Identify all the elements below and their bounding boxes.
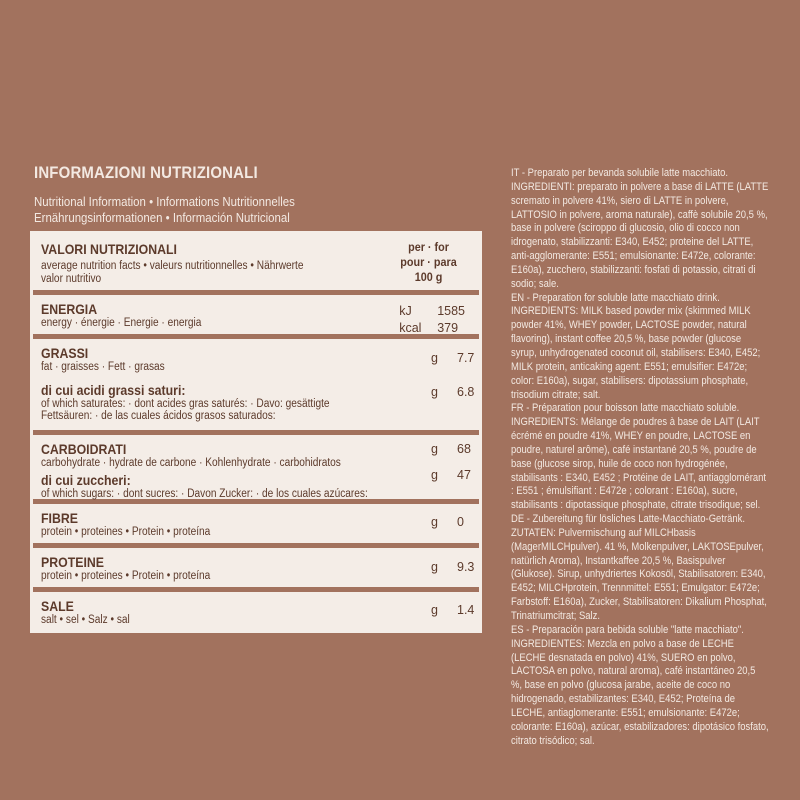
sub-nutrient-translations: of which sugars: · dont sucres: · Davon Zucker: · de los cuales azúcares: <box>41 487 368 500</box>
value: 1.4 <box>457 603 475 617</box>
nutrient-row-salt <box>33 592 479 630</box>
unit: g <box>431 385 438 399</box>
nutrient-translations: carbohydrate · hydrate de carbone · Kohlenhydrate · carbohidratos <box>41 457 341 469</box>
sub-nutrient-name: di cui acidi grassi saturi: <box>41 381 186 398</box>
nutrient-name: ENERGIA <box>41 301 98 317</box>
ingredients-es: ES - Preparación para bebida soluble "latte macchiato". INGREDIENTES: Mezcla en polvo a base de LECHE (LECHE desnatada en polvo) 41%, SUERO en polvo, LACTOSA en polvo, natural aroma), café instantáneo 20,5 %, base en polvo (glucosa jarabe, aceite de coco no hidrogenado, estabilizantes: E340, E452; Proteína de LECHE, antiaglomerante: E551; emulsionante: E472e; colorante: E160a), azúcar, estabilizadores: dipotásico fosfato, citrato trisódico; sal. <box>511 623 769 747</box>
nutrient-name: FIBRE <box>41 510 78 526</box>
nutrient-row-fat <box>33 339 479 430</box>
subtitle-line: Nutritional Information • Informations Nutritionnelles <box>34 194 295 209</box>
unit: kcal <box>399 321 422 335</box>
nutrient-translations: protein • proteines • Protein • proteína <box>41 570 211 582</box>
per-100g-header <box>388 240 469 285</box>
unit: g <box>431 515 438 529</box>
unit: g <box>431 603 438 617</box>
value: 68 <box>457 442 471 456</box>
header-sub-line: valor nutritivo <box>41 272 102 285</box>
sub-nutrient-translations: of which saturates: · dont acides gras saturés: · Davo: gesättigte Fettsäuren: · de las cuales ácidos grasos saturados: <box>41 397 330 422</box>
header-title: VALORI NUTRIZIONALI <box>41 241 177 257</box>
nutrient-translations: salt • sel • Salz • sal <box>41 614 130 626</box>
unit: g <box>431 442 438 456</box>
ingredients-de: DE - Zubereitung für lösliches Latte-Macchiato-Getränk. ZUTATEN: Pulvermischung auf MILCHbasis (MagerMILCHpulver). 41 %, Molkenpulver, LAKTOSEpulver, natürlich Aroma), Instantkaffee 20,5 %, Basispulver (Glukose). Sirup, unhydriertes Kokosöl, Stabilisatoren: E340, E452; MILCHprotein, Trennmittel: E551; Emulgator: E472e; Farbstoff: E160a), Zucker, Stabilisatoren: Dikalium Phosphat, Trinatriumcitrat; Salz. <box>511 513 767 622</box>
per-line: pour · para <box>400 255 457 269</box>
nutrient-translations: fat · graisses · Fett · grasas <box>41 361 165 373</box>
per-line: per · for <box>408 240 449 254</box>
table-header-row <box>33 234 479 290</box>
value: 379 <box>437 321 459 335</box>
nutrient-name: GRASSI <box>41 345 89 361</box>
page-title: INFORMAZIONI NUTRIZIONALI <box>34 163 258 182</box>
ingredients-fr: FR - Préparation pour boisson latte macchiato soluble. INGREDIENTS: Mélange de poudres à base de LAIT (LAIT écrémé en poudre 41%, WHEY en poudre, LACTOSE en poudre, naturel arôme), café instantané 20,5 %, poudre de base (glucose sirop, huile de coco non hydrogénée, stabilisants : E340, E452 ; Protéine de LAIT, antiagglomérant : E551 ; émulsifiant : E472e ; colorant : E160a), sucre, stabilisants : dipotassique phosphate, citrate trisodique; sel. <box>511 402 767 512</box>
ingredients-en: EN - Preparation for soluble latte macchiato drink. INGREDIENTS: MILK based powder mix (skimmed MILK powder 41%, WHEY powder, LACTOSE powder, natural flavoring), instant coffee 20,5 %, base powder (glucose syrup, unhydrogenated coconut oil, stabilisers: E340, E452; MILK protein, anticaking agent: E551; emulsifier: E472e; color: E160a), sugar, stabilisers: dipotassium phosphate, trisodium citrate; salt. <box>511 291 761 401</box>
header-sub-line: average nutrition facts • valeurs nutritionnelles • Nährwerte <box>41 260 304 272</box>
energy-values <box>399 303 465 337</box>
value: 6.8 <box>457 385 475 399</box>
nutrient-translations: protein • proteines • Protein • proteína <box>41 526 211 538</box>
value: 7.7 <box>457 351 475 365</box>
sub-nutrient-name: di cui zuccheri: <box>41 471 131 488</box>
value: 1585 <box>437 304 465 318</box>
unit: g <box>431 351 438 365</box>
nutrition-table <box>30 231 482 633</box>
value: 0 <box>457 515 464 529</box>
nutrient-row-energy <box>33 295 479 334</box>
subtitle <box>34 194 295 226</box>
nutrient-name: SALE <box>41 598 74 614</box>
subtitle-line: Ernährungsinformationen • Información Nutricional <box>34 210 290 225</box>
unit: g <box>431 560 438 574</box>
per-line: 100 g <box>414 270 443 284</box>
value: 47 <box>457 468 471 482</box>
value: 9.3 <box>457 560 475 574</box>
unit: g <box>431 468 438 482</box>
unit: kJ <box>399 304 412 318</box>
ingredients-it: IT - Preparato per bevanda solubile latte macchiato. INGREDIENTI: preparato in polvere a base di LATTE (LATTE scremato in polvere 41%, siero di LATTE in polvere, LATTOSIO in polvere, aroma naturale), caffè solubile 20,5 %, base in polvere (sciroppo di glucosio, olio di cocco non idrogenato, stabilizzanti: E340, E452; proteine del LATTE, anti-agglomerante: E551; emulsionante: E472e, colorante: E160a), zucchero, stabilizzanti: fosfati di potassio, citrati di sodio; sale. <box>511 167 769 290</box>
nutrient-translations: energy · énergie · Energie · energia <box>41 317 202 329</box>
ingredients-list <box>511 167 769 748</box>
nutrient-row-fibre <box>33 504 479 543</box>
nutrient-row-carbohydrates <box>33 435 479 499</box>
nutrient-name: CARBOIDRATI <box>41 441 127 457</box>
nutrient-name: PROTEINE <box>41 554 104 570</box>
nutrient-row-protein <box>33 548 479 587</box>
